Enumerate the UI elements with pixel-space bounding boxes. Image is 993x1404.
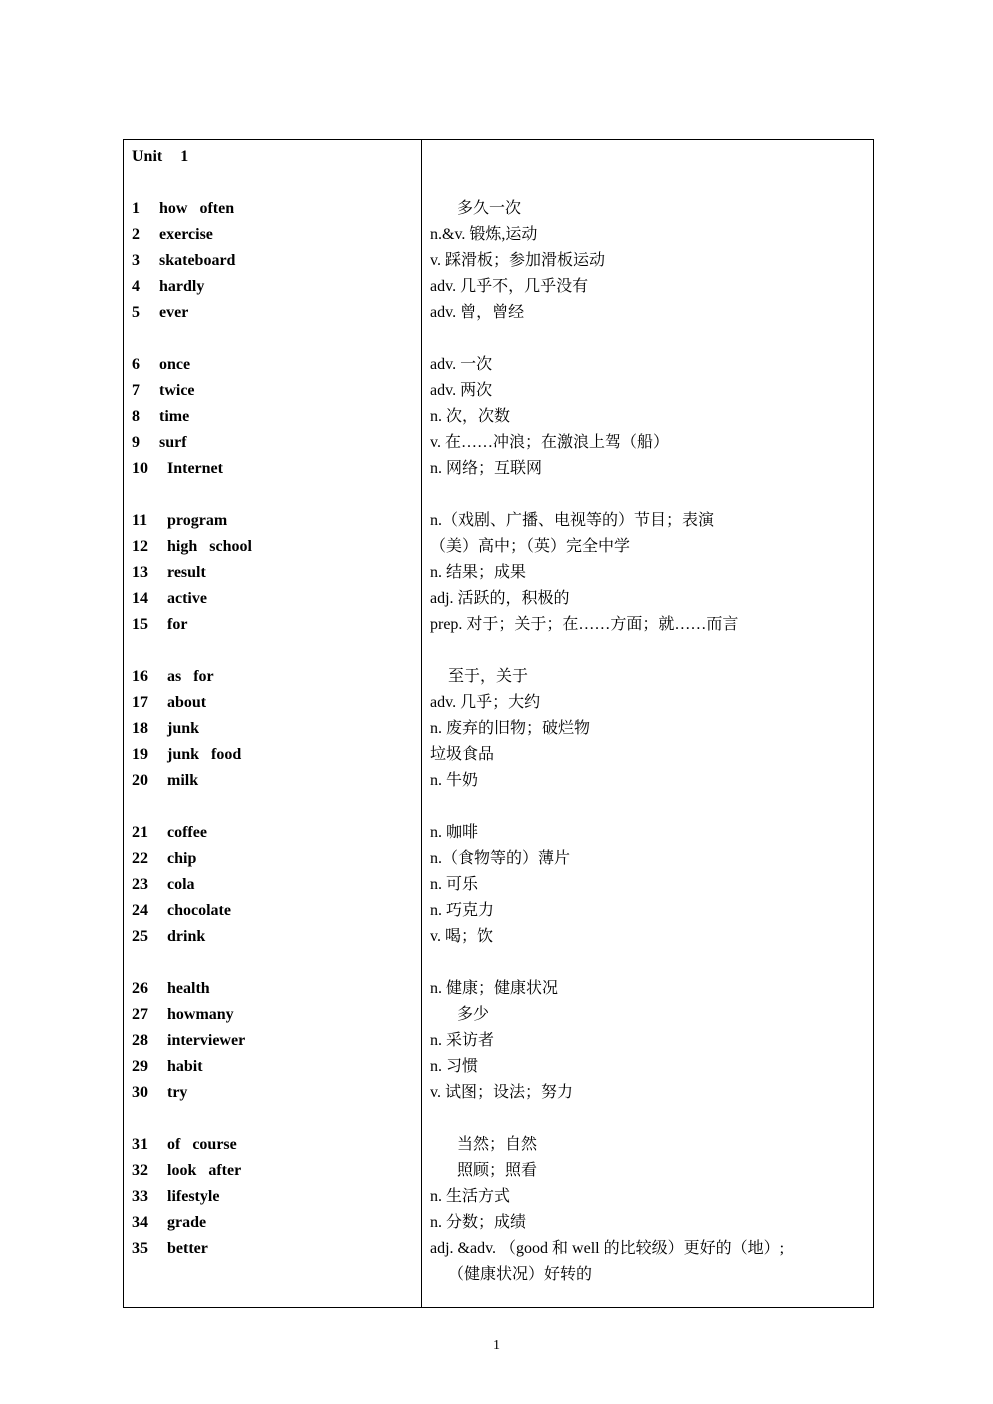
page-number: 1 <box>493 1338 500 1353</box>
entry-meaning: adv. 几乎；大约 <box>430 694 541 711</box>
entry-number: 35 <box>132 1240 148 1257</box>
entry-word: program <box>167 512 228 529</box>
entry-english <box>132 378 417 404</box>
entry-word: junk <box>167 720 200 737</box>
entry-number: 13 <box>132 564 148 581</box>
entry-word: drink <box>167 928 206 945</box>
entry-english <box>132 820 417 846</box>
entry-number: 12 <box>132 538 148 555</box>
entry-word: look after <box>167 1162 242 1179</box>
entry-word: high school <box>167 538 252 555</box>
entry-word: grade <box>167 1214 207 1231</box>
entry-meaning: 多少 <box>457 1006 490 1023</box>
entry-english <box>132 976 417 1002</box>
entry-number: 15 <box>132 616 148 633</box>
entry-word: try <box>167 1084 188 1101</box>
entry-meaning: n. 健康；健康状况 <box>430 980 559 997</box>
entry-meaning: v. 喝；饮 <box>430 928 493 945</box>
entry-number: 24 <box>132 902 148 919</box>
entry-meaning: v. 踩滑板；参加滑板运动 <box>430 252 605 269</box>
entry-word: Internet <box>167 460 223 477</box>
entry-word: active <box>167 590 207 607</box>
entry-english <box>132 404 417 430</box>
entry-english <box>132 1210 417 1236</box>
entry-number: 10 <box>132 460 148 477</box>
entry-meaning-continuation: （健康状况）好转的 <box>448 1266 593 1283</box>
entry-english <box>132 274 417 300</box>
entry-word: health <box>167 980 210 997</box>
english-column <box>132 144 417 1262</box>
entry-number: 1 <box>132 200 140 217</box>
entry-word: surf <box>159 434 187 451</box>
entry-meaning: n. 结果；成果 <box>430 564 527 581</box>
entry-meaning: n. 可乐 <box>430 876 479 893</box>
entry-meaning: 多久一次 <box>457 200 522 217</box>
entry-word: as for <box>167 668 214 685</box>
entry-word: how often <box>159 200 235 217</box>
entry-word: milk <box>167 772 199 789</box>
entry-word: interviewer <box>167 1032 246 1049</box>
entry-meaning: adv. 曾，曾经 <box>430 304 525 321</box>
entry-number: 14 <box>132 590 148 607</box>
entry-word: hardly <box>159 278 205 295</box>
entry-word: junk food <box>167 746 242 763</box>
entry-english <box>132 352 417 378</box>
entry-meaning: adj. &adv. （good 和 well 的比较级）更好的（地）; <box>430 1240 785 1257</box>
entry-number: 16 <box>132 668 148 685</box>
entry-number: 28 <box>132 1032 148 1049</box>
entry-english <box>132 196 417 222</box>
entry-english <box>132 1132 417 1158</box>
entry-number: 2 <box>132 226 140 243</box>
entry-word: time <box>159 408 190 425</box>
entry-english <box>132 1158 417 1184</box>
entry-english <box>132 898 417 924</box>
entry-word: howmany <box>167 1006 234 1023</box>
entry-english <box>132 612 417 638</box>
entry-meaning: n. 习惯 <box>430 1058 479 1075</box>
entry-english <box>132 768 417 794</box>
entry-number: 22 <box>132 850 148 867</box>
unit-title <box>132 144 417 170</box>
entry-number: 6 <box>132 356 140 373</box>
entry-meaning: adv. 几乎不，几乎没有 <box>430 278 589 295</box>
entry-meaning: 当然；自然 <box>457 1136 538 1153</box>
entry-number: 27 <box>132 1006 148 1023</box>
entry-meaning: v. 试图；设法；努力 <box>430 1084 573 1101</box>
entry-word: ever <box>159 304 189 321</box>
entry-meaning: n. 废弃的旧物；破烂物 <box>430 720 591 737</box>
entry-meaning: v. 在……冲浪；在激浪上驾（船） <box>430 434 669 451</box>
entry-number: 32 <box>132 1162 148 1179</box>
entry-meaning: n.&v. 锻炼,运动 <box>430 226 538 243</box>
entry-english <box>132 586 417 612</box>
entry-english <box>132 1080 417 1106</box>
entry-number: 19 <box>132 746 148 763</box>
entry-english <box>132 716 417 742</box>
entry-word: better <box>167 1240 208 1257</box>
entry-word: skateboard <box>159 252 236 269</box>
entry-english <box>132 508 417 534</box>
entry-number: 29 <box>132 1058 148 1075</box>
entry-meaning: prep. 对于；关于；在……方面；就……而言 <box>430 616 739 633</box>
entry-number: 5 <box>132 304 140 321</box>
entry-word: exercise <box>159 226 213 243</box>
entry-english <box>132 846 417 872</box>
entry-meaning: n. 分数；成绩 <box>430 1214 527 1231</box>
chinese-column <box>430 144 870 1288</box>
entry-number: 18 <box>132 720 148 737</box>
entry-english <box>132 872 417 898</box>
entry-number: 7 <box>132 382 140 399</box>
entry-word: lifestyle <box>167 1188 220 1205</box>
entry-meaning: adv. 两次 <box>430 382 493 399</box>
entry-number: 25 <box>132 928 148 945</box>
entry-number: 21 <box>132 824 148 841</box>
entry-number: 9 <box>132 434 140 451</box>
entry-english <box>132 1236 417 1262</box>
entry-number: 31 <box>132 1136 148 1153</box>
entry-word: of course <box>167 1136 237 1153</box>
entry-meaning: 垃圾食品 <box>430 746 495 763</box>
entry-meaning: （美）高中；（英）完全中学 <box>430 538 631 555</box>
entry-meaning: n. 网络；互联网 <box>430 460 543 477</box>
vocabulary-table <box>123 139 874 1308</box>
entry-english <box>132 1002 417 1028</box>
entry-meaning: n. 次，次数 <box>430 408 511 425</box>
entry-number: 34 <box>132 1214 148 1231</box>
entry-meaning: n. 牛奶 <box>430 772 479 789</box>
entry-number: 23 <box>132 876 148 893</box>
entry-english <box>132 560 417 586</box>
entry-number: 20 <box>132 772 148 789</box>
entry-word: chocolate <box>167 902 231 919</box>
entry-english <box>132 430 417 456</box>
entry-number: 11 <box>132 512 148 529</box>
entry-english <box>132 1184 417 1210</box>
entry-word: coffee <box>167 824 207 841</box>
entry-number: 4 <box>132 278 140 295</box>
entry-meaning: 至于，关于 <box>448 668 529 685</box>
entry-number: 26 <box>132 980 148 997</box>
entry-english <box>132 1028 417 1054</box>
entry-number: 8 <box>132 408 140 425</box>
entry-meaning: adj. 活跃的，积极的 <box>430 590 570 607</box>
entry-english <box>132 690 417 716</box>
entry-meaning: adv. 一次 <box>430 356 493 373</box>
entry-word: chip <box>167 850 197 867</box>
entry-english <box>132 248 417 274</box>
entry-english <box>132 300 417 326</box>
entry-meaning: n.（食物等的）薄片 <box>430 850 571 867</box>
entry-english <box>132 664 417 690</box>
column-divider <box>421 140 422 1307</box>
entry-meaning: n. 咖啡 <box>430 824 479 841</box>
entry-meaning: 照顾；照看 <box>457 1162 538 1179</box>
entry-english <box>132 742 417 768</box>
entry-word: twice <box>159 382 195 399</box>
entry-english <box>132 1054 417 1080</box>
entry-meaning: n. 采访者 <box>430 1032 495 1049</box>
entry-number: 17 <box>132 694 148 711</box>
entry-number: 30 <box>132 1084 148 1101</box>
entry-word: once <box>159 356 191 373</box>
entry-english <box>132 222 417 248</box>
entry-number: 33 <box>132 1188 148 1205</box>
entry-english <box>132 924 417 950</box>
entry-number: 3 <box>132 252 140 269</box>
entry-word: habit <box>167 1058 203 1075</box>
entry-word: for <box>167 616 188 633</box>
entry-meaning: n. 巧克力 <box>430 902 495 919</box>
entry-word: result <box>167 564 206 581</box>
unit-label: Unit <box>132 148 163 165</box>
entry-word: about <box>167 694 207 711</box>
entry-word: cola <box>167 876 195 893</box>
entry-english <box>132 456 417 482</box>
entry-meaning: n.（戏剧、广播、电视等的）节目；表演 <box>430 512 715 529</box>
unit-number: 1 <box>180 148 189 165</box>
entry-english <box>132 534 417 560</box>
entry-meaning: n. 生活方式 <box>430 1188 511 1205</box>
